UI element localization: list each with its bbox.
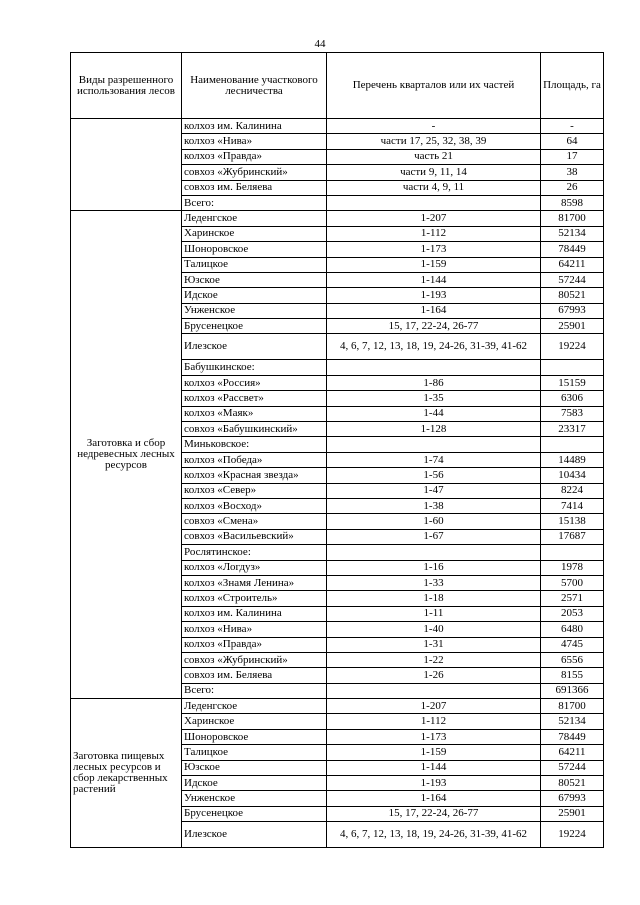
quarters-cell: 1-56 [327,468,541,483]
district-cell: Всего: [182,195,327,210]
area-cell: 80521 [541,776,604,791]
quarters-cell: 1-112 [327,226,541,241]
district-cell: колхоз им. Калинина [182,606,327,621]
area-cell: 19224 [541,334,604,360]
district-cell: Леденгское [182,699,327,714]
area-cell: 81700 [541,699,604,714]
header-use-type: Виды разрешенного использования лесов [71,53,182,119]
district-cell: Талицкое [182,257,327,272]
quarters-cell: 1-47 [327,483,541,498]
quarters-cell: 4, 6, 7, 12, 13, 18, 19, 24-26, 31-39, 41-62 [327,334,541,360]
area-cell: 64211 [541,257,604,272]
area-cell: 19224 [541,822,604,848]
area-cell: 10434 [541,468,604,483]
area-cell: 52134 [541,226,604,241]
district-cell: колхоз им. Калинина [182,119,327,134]
area-cell: 78449 [541,242,604,257]
header-quarters: Перечень кварталов или их частей [327,53,541,119]
district-cell: колхоз «Красная звезда» [182,468,327,483]
area-cell: 7414 [541,498,604,513]
quarters-cell: части 17, 25, 32, 38, 39 [327,134,541,149]
page-number: 44 [314,38,326,50]
area-cell: 8224 [541,483,604,498]
quarters-cell [327,683,541,698]
area-cell: 38 [541,165,604,180]
area-cell: 52134 [541,714,604,729]
district-cell: Идское [182,288,327,303]
table-row [71,699,604,714]
quarters-cell: 1-207 [327,699,541,714]
district-cell: колхоз «Правда» [182,637,327,652]
area-cell: 25901 [541,806,604,821]
quarters-cell: - [327,119,541,134]
table-row [71,119,604,134]
area-cell: 78449 [541,729,604,744]
quarters-cell: 1-44 [327,406,541,421]
district-cell: Харинское [182,226,327,241]
quarters-cell: 1-33 [327,575,541,590]
area-cell: 4745 [541,637,604,652]
quarters-cell: 1-207 [327,211,541,226]
district-cell: колхоз «Восход» [182,498,327,513]
quarters-cell [327,360,541,375]
area-cell: 26 [541,180,604,195]
quarters-cell: 1-164 [327,791,541,806]
district-cell: Унженское [182,303,327,318]
area-cell: 17687 [541,529,604,544]
district-cell: Всего: [182,683,327,698]
quarters-cell: 15, 17, 22-24, 26-77 [327,806,541,821]
area-cell: 80521 [541,288,604,303]
district-cell: колхоз «Победа» [182,452,327,467]
header-district: Наименование участкового лесничества [182,53,327,119]
district-cell: Унженское [182,791,327,806]
quarters-cell: 1-173 [327,729,541,744]
area-cell: 15138 [541,514,604,529]
quarters-cell: 1-67 [327,529,541,544]
area-cell: 57244 [541,272,604,287]
quarters-cell: 15, 17, 22-24, 26-77 [327,319,541,334]
quarters-cell: 1-128 [327,422,541,437]
district-cell: Брусенецкое [182,319,327,334]
quarters-cell: 4, 6, 7, 12, 13, 18, 19, 24-26, 31-39, 41-62 [327,822,541,848]
area-cell: 64211 [541,745,604,760]
quarters-cell: 1-74 [327,452,541,467]
use-type-cell: Заготовка и сбор недревесных лесных ресурсов [71,211,182,699]
area-cell: 2571 [541,591,604,606]
quarters-cell: 1-112 [327,714,541,729]
district-cell: колхоз «Рассвет» [182,391,327,406]
area-cell: 57244 [541,760,604,775]
quarters-cell: 1-38 [327,498,541,513]
district-cell: Илезское [182,334,327,360]
district-cell: колхоз «Строитель» [182,591,327,606]
quarters-cell: 1-193 [327,776,541,791]
district-cell: совхоз «Бабушкинский» [182,422,327,437]
quarters-cell: 1-22 [327,652,541,667]
area-cell: 23317 [541,422,604,437]
area-cell: 1978 [541,560,604,575]
quarters-cell: 1-16 [327,560,541,575]
quarters-cell: 1-173 [327,242,541,257]
quarters-cell [327,545,541,560]
district-cell: колхоз «Знамя Ленина» [182,575,327,590]
quarters-cell: 1-86 [327,375,541,390]
district-cell: колхоз «Нива» [182,134,327,149]
area-cell [541,545,604,560]
area-cell: 6556 [541,652,604,667]
quarters-cell: 1-159 [327,745,541,760]
district-cell: Юзское [182,272,327,287]
header-area: Площадь, га [541,53,604,119]
district-cell: Рослятинское: [182,545,327,560]
area-cell: 15159 [541,375,604,390]
district-cell: совхоз «Смена» [182,514,327,529]
quarters-cell: 1-144 [327,272,541,287]
quarters-cell: 1-193 [327,288,541,303]
quarters-cell: 1-26 [327,668,541,683]
area-cell: 64 [541,134,604,149]
district-cell: совхоз им. Беляева [182,180,327,195]
district-cell: совхоз «Жубринский» [182,652,327,667]
quarters-cell: 1-144 [327,760,541,775]
quarters-cell: 1-159 [327,257,541,272]
district-cell: Юзское [182,760,327,775]
quarters-cell: 1-35 [327,391,541,406]
district-cell: колхоз «Логдуз» [182,560,327,575]
area-cell: 14489 [541,452,604,467]
district-cell: Брусенецкое [182,806,327,821]
quarters-cell [327,437,541,452]
district-cell: колхоз «Правда» [182,149,327,164]
quarters-cell: часть 21 [327,149,541,164]
district-cell: совхоз «Жубринский» [182,165,327,180]
district-cell: колхоз «Север» [182,483,327,498]
table-row [71,211,604,226]
area-cell: 691366 [541,683,604,698]
table-header-row [71,53,604,119]
area-cell: 8598 [541,195,604,210]
quarters-cell: части 9, 11, 14 [327,165,541,180]
quarters-cell: 1-31 [327,637,541,652]
district-cell: Талицкое [182,745,327,760]
area-cell: 7583 [541,406,604,421]
district-cell: колхоз «Россия» [182,375,327,390]
area-cell: 67993 [541,791,604,806]
quarters-cell: 1-11 [327,606,541,621]
area-cell: 81700 [541,211,604,226]
quarters-cell: 1-18 [327,591,541,606]
district-cell: Шоноровское [182,729,327,744]
area-cell: - [541,119,604,134]
area-cell: 17 [541,149,604,164]
area-cell: 25901 [541,319,604,334]
forest-use-table [70,52,604,848]
quarters-cell [327,195,541,210]
district-cell: совхоз «Васильевский» [182,529,327,544]
district-cell: колхоз «Маяк» [182,406,327,421]
district-cell: Миньковское: [182,437,327,452]
quarters-cell: 1-40 [327,622,541,637]
district-cell: Шоноровское [182,242,327,257]
district-cell: совхоз им. Беляева [182,668,327,683]
district-cell: Бабушкинское: [182,360,327,375]
district-cell: Леденгское [182,211,327,226]
area-cell: 2053 [541,606,604,621]
use-type-cell: Заготовка пищевых лесных ресурсов и сбор лекарственных растений [71,699,182,848]
district-cell: Илезское [182,822,327,848]
quarters-cell: 1-164 [327,303,541,318]
use-type-cell-continued [71,119,182,211]
quarters-cell: части 4, 9, 11 [327,180,541,195]
area-cell: 67993 [541,303,604,318]
quarters-cell: 1-60 [327,514,541,529]
area-cell: 6480 [541,622,604,637]
district-cell: Идское [182,776,327,791]
area-cell [541,360,604,375]
district-cell: колхоз «Нива» [182,622,327,637]
table-body [71,119,604,848]
district-cell: Харинское [182,714,327,729]
area-cell: 8155 [541,668,604,683]
area-cell: 5700 [541,575,604,590]
area-cell [541,437,604,452]
area-cell: 6306 [541,391,604,406]
